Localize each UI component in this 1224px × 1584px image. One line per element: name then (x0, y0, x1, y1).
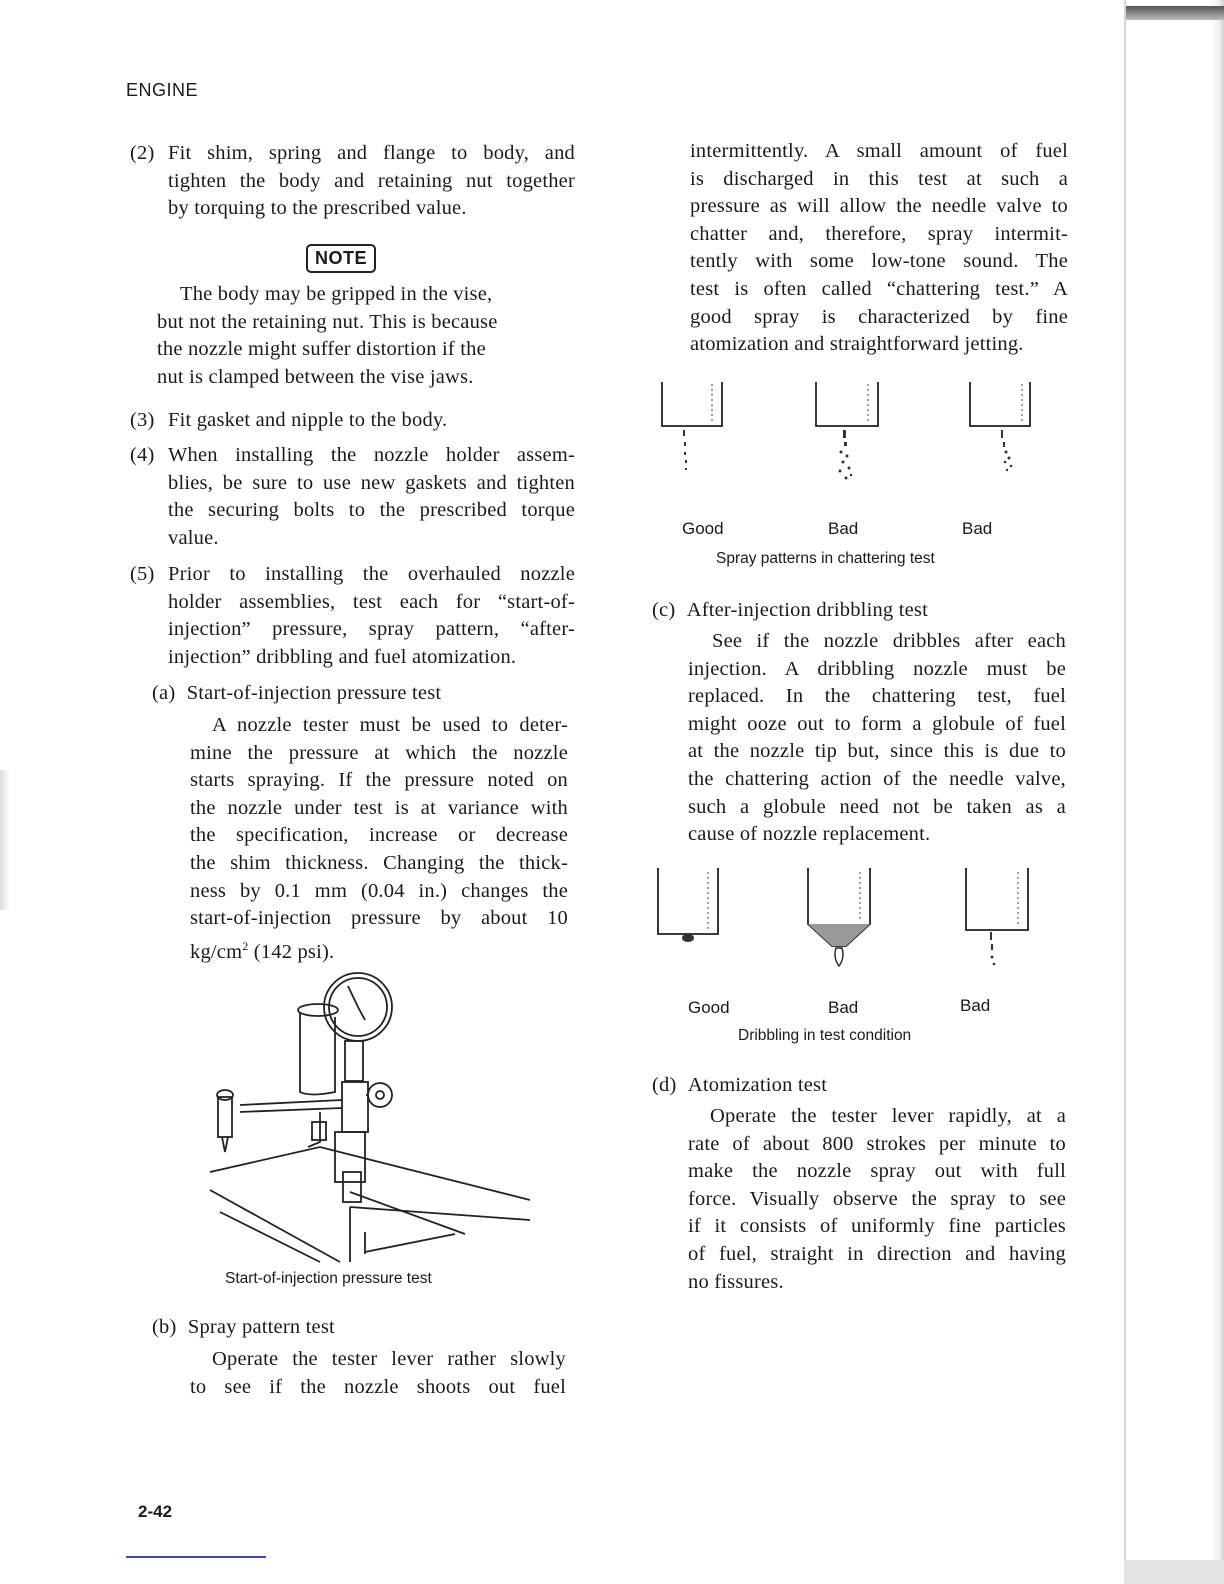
text-line: pressure as will allow the needle valve to (690, 195, 1068, 218)
text-line: A nozzle tester must be used to deter- (212, 714, 568, 736)
text-line: by torquing to the prescribed value. (168, 197, 467, 220)
subsection-c-label: (c) (652, 599, 676, 621)
text-line: the specification, increase or decrease (190, 824, 568, 847)
text-line: cause of nozzle replacement. (688, 823, 931, 846)
text-line: injection. A dribbling nozzle must be (688, 657, 1066, 680)
footer-rule (126, 1556, 266, 1558)
text-line: such a globule need not be taken as a (688, 795, 1066, 818)
text-line: the chattering action of the needle valve, (688, 767, 1066, 790)
nozzle-tester-illustration (200, 972, 540, 1272)
subsection-b-label: (b) (152, 1316, 177, 1338)
text-line: blies, be sure to use new gaskets and tighten (168, 471, 575, 494)
text-line: start-of-injection pressure by about 10 (190, 907, 568, 930)
step-4-number: (4) (130, 444, 155, 466)
scan-edge-left (0, 770, 10, 910)
text-line: tighten the body and retaining nut together (168, 169, 575, 192)
text-line: Operate the tester lever rather slowly (212, 1348, 566, 1370)
text-line: Prior to installing the overhauled nozzle (168, 563, 575, 585)
scan-binding-line (1124, 0, 1126, 1584)
subsection-b-text (190, 1346, 566, 1401)
subsection-a-heading (152, 680, 441, 708)
step-4 (130, 442, 575, 552)
subsection-c-text (688, 628, 1066, 849)
text-line: The body may be gripped in the vise, (180, 283, 493, 305)
scan-edge-right (1134, 0, 1224, 1584)
step-3-text: Fit gasket and nipple to the body. (168, 409, 448, 431)
text-line: to see if the nozzle shoots out fuel (190, 1375, 566, 1398)
step-4-text (168, 442, 575, 552)
text-line: value. (168, 526, 219, 549)
text-line: chatter and, therefore, spray intermit- (690, 222, 1068, 245)
figure-caption-dribbling: Dribbling in test condition (738, 1027, 912, 1044)
subsection-a-text (190, 712, 568, 966)
text-line: test is often called “chattering test.” A (690, 277, 1068, 300)
text-line: ness by 0.1 mm (0.04 in.) changes the (190, 879, 568, 902)
text-line: the nozzle under test is at variance with (190, 796, 568, 819)
page-number: 2-42 (138, 1502, 173, 1521)
text-line: replaced. In the chattering test, fuel (688, 685, 1066, 708)
scan-corner-bottom (1124, 1560, 1224, 1584)
text-line: might ooze out to form a globule of fuel (688, 712, 1066, 735)
figure-caption-spray: Spray patterns in chattering test (716, 550, 935, 567)
subsection-c-title: After-injection dribbling test (686, 599, 928, 621)
step-2 (130, 140, 575, 223)
text-line: nut is clamped between the vise jaws. (157, 365, 474, 388)
subsection-d-heading (652, 1072, 827, 1100)
text-line: mine the pressure at which the nozzle (190, 741, 568, 764)
note-badge: NOTE (306, 244, 376, 273)
text-line: tently with some low-tone sound. The (690, 250, 1068, 273)
dribble-label-bad-2: Bad (960, 996, 991, 1015)
subsection-a-title: Start-of-injection pressure test (186, 682, 442, 704)
text-line: good spray is characterized by fine (690, 305, 1068, 328)
spray-label-bad-1: Bad (828, 519, 859, 538)
subsection-b-heading (152, 1314, 335, 1342)
spray-label-bad-2: Bad (962, 519, 993, 538)
text-line: When installing the nozzle holder assem- (168, 444, 575, 466)
text-line: $kg/cm^2$ (142 psi). (190, 938, 335, 963)
step-5 (130, 561, 575, 671)
text-line: atomization and straightforward jetting. (690, 333, 1024, 356)
subsection-d-label: (d) (652, 1074, 677, 1096)
step-2-number: (2) (130, 142, 155, 164)
step-2-text (168, 140, 575, 223)
spray-label-good: Good (682, 519, 724, 538)
text-line: injection” pressure, spray pattern, “after- (168, 618, 575, 641)
text-line: rate of about 800 strokes per minute to (688, 1132, 1066, 1155)
text-line: Fit shim, spring and flange to body, and (168, 142, 575, 164)
subsection-c-heading (652, 597, 928, 625)
text-line: intermittently. A small amount of fuel (690, 140, 1068, 162)
subsection-b-title: Spray pattern test (187, 1316, 335, 1338)
dribble-label-good: Good (688, 998, 730, 1017)
step-3-number: (3) (130, 409, 155, 431)
subsection-d-text (688, 1103, 1066, 1296)
dribbling-figure (650, 862, 1050, 982)
text-line: the securing bolts to the prescribed torque (168, 499, 575, 522)
text-line: See if the nozzle dribbles after each (712, 630, 1066, 652)
step-3 (130, 407, 575, 435)
scan-corner-top (1126, 6, 1224, 20)
text-line: injection” dribbling and fuel atomization. (168, 645, 517, 668)
text-line: the shim thickness. Changing the thick- (190, 851, 568, 874)
subsection-a-label: (a) (152, 682, 176, 704)
note-text (157, 281, 537, 391)
spray-pattern-figure (650, 378, 1050, 498)
dribble-label-bad-1: Bad (828, 998, 859, 1017)
text-line: no fissures. (688, 1270, 784, 1293)
text-line: at the nozzle tip but, since this is due to (688, 740, 1066, 763)
text-line: starts spraying. If the pressure noted on (190, 769, 568, 792)
text-line: force. Visually observe the spray to see (688, 1187, 1066, 1210)
step-5-text (168, 561, 575, 671)
spray-test-continuation (690, 138, 1068, 359)
text-line: make the nozzle spray out with full (688, 1160, 1066, 1183)
running-header: ENGINE (126, 80, 199, 100)
step-5-number: (5) (130, 563, 155, 585)
text-line: but not the retaining nut. This is because (157, 310, 498, 333)
text-line: the nozzle might suffer distortion if the (157, 338, 486, 361)
text-line: holder assemblies, test each for “start-of- (168, 590, 575, 613)
figure-caption-tester: Start-of-injection pressure test (225, 1270, 432, 1287)
text-line: is discharged in this test at such a (690, 167, 1068, 190)
text-line: of fuel, straight in direction and having (688, 1242, 1066, 1265)
text-line: Operate the tester lever rapidly, at a (710, 1105, 1066, 1127)
text-line: if it consists of uniformly fine particles (688, 1215, 1066, 1238)
subsection-d-title: Atomization test (687, 1074, 828, 1096)
